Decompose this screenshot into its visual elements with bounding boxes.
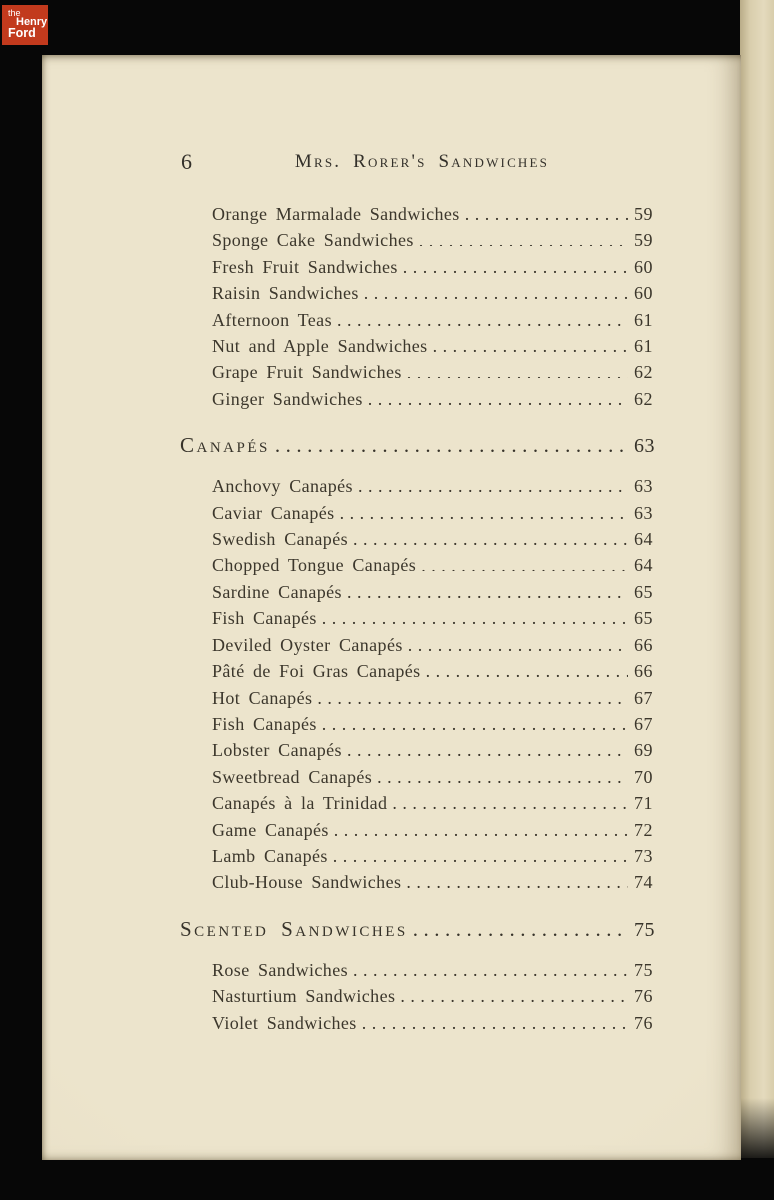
folio-page-number: 6 — [181, 149, 192, 174]
toc-title: Fresh Fruit Sandwiches — [212, 256, 398, 277]
toc-title: Nasturtium Sandwiches — [212, 986, 396, 1007]
dot-leader — [275, 430, 628, 452]
toc-entry — [180, 359, 664, 385]
dot-leader — [358, 473, 628, 492]
toc-page-number: 60 — [634, 256, 653, 277]
toc-title: Game Canapés — [212, 819, 329, 840]
toc-page-number: 65 — [634, 581, 653, 602]
dot-leader — [421, 553, 628, 572]
toc-entry — [180, 552, 664, 578]
toc-page-number: 63 — [634, 502, 653, 523]
toc-title: Pâté de Foi Gras Canapés — [212, 661, 421, 682]
toc-entry — [180, 632, 664, 658]
dot-leader — [333, 843, 628, 862]
toc-entry — [180, 711, 664, 737]
toc-title: Lamb Canapés — [212, 845, 328, 866]
toc-entry — [180, 764, 664, 790]
toc-title: Canapés — [180, 433, 270, 458]
toc-page-number: 67 — [634, 687, 653, 708]
toc-page-number: 76 — [634, 986, 653, 1007]
dot-leader — [377, 764, 628, 783]
toc-page-number: 69 — [634, 740, 653, 761]
toc-title: Chopped Tongue Canapés — [212, 555, 417, 576]
running-header: Mrs. Rorer's Sandwiches — [294, 151, 550, 172]
toc-entry — [180, 333, 664, 359]
toc-title: Orange Marmalade Sandwiches — [212, 204, 460, 224]
toc-entry — [180, 957, 664, 983]
toc-title: Raisin Sandwiches — [212, 283, 359, 304]
dot-leader — [334, 817, 628, 836]
toc-entry — [180, 254, 664, 280]
dot-leader — [340, 500, 628, 519]
toc-page-number: 59 — [634, 230, 653, 251]
toc-page-number: 62 — [634, 388, 653, 409]
toc-title: Deviled Oyster Canapés — [212, 634, 403, 655]
dot-leader — [322, 711, 628, 730]
dot-leader — [347, 737, 628, 756]
toc-entry — [180, 983, 664, 1009]
dot-leader — [433, 333, 628, 352]
dot-leader — [362, 1010, 628, 1029]
toc-title: Lobster Canapés — [212, 740, 342, 761]
dot-leader — [353, 526, 628, 545]
toc-entry — [180, 307, 664, 333]
logo-line-henry: Henry — [16, 16, 48, 28]
toc-page-number: 61 — [634, 336, 653, 357]
dot-leader — [406, 869, 628, 888]
dot-leader — [364, 280, 628, 299]
toc-title: Scented Sandwiches — [180, 916, 408, 941]
toc-entry — [180, 737, 664, 763]
toc-title: Sponge Cake Sandwiches — [212, 230, 414, 251]
toc-page-number: 66 — [634, 634, 653, 655]
toc-entry — [180, 386, 664, 412]
toc-title: Sweetbread Canapés — [212, 766, 373, 787]
toc-entry — [180, 473, 664, 499]
toc-page-number: 71 — [634, 793, 653, 814]
toc-entry — [180, 843, 664, 869]
toc-title: Nut and Apple Sandwiches — [212, 336, 428, 357]
dot-leader — [322, 605, 628, 624]
toc-title: Swedish Canapés — [212, 529, 348, 550]
toc-entry — [180, 790, 664, 816]
toc-entry — [180, 227, 664, 253]
toc-section-heading — [180, 914, 664, 945]
toc-title: Sardine Canapés — [212, 581, 342, 602]
henry-ford-logo — [2, 5, 48, 45]
dot-leader — [347, 579, 628, 598]
toc-page-number: 61 — [634, 309, 653, 330]
toc-entry — [180, 526, 664, 552]
toc-page-number: 62 — [634, 362, 653, 383]
dot-leader — [419, 228, 628, 247]
toc-title: Fish Canapés — [212, 608, 317, 629]
adjacent-page-edge — [740, 0, 774, 1158]
toc-page-number: 75 — [634, 918, 655, 941]
toc-title: Canapés à la Trinidad — [212, 793, 388, 814]
toc-page-number: 75 — [634, 959, 653, 980]
dot-leader — [426, 658, 628, 677]
toc-entry — [180, 869, 664, 895]
toc-entry — [180, 500, 664, 526]
toc-page-number: 67 — [634, 713, 653, 734]
dot-leader — [337, 307, 628, 326]
table-of-contents — [180, 201, 664, 1036]
toc-page-number: 76 — [634, 1012, 653, 1033]
toc-entry — [180, 817, 664, 843]
toc-title: Caviar Canapés — [212, 502, 335, 523]
logo-line-ford: Ford — [8, 26, 36, 40]
toc-entry — [180, 685, 664, 711]
toc-entry — [180, 1010, 664, 1036]
dot-leader — [407, 360, 628, 379]
toc-page-number: 74 — [634, 872, 653, 893]
logo-line-the: the — [8, 8, 21, 18]
toc-entry — [180, 658, 664, 684]
toc-title: Ginger Sandwiches — [212, 388, 363, 409]
toc-page-number: 65 — [634, 608, 653, 629]
toc-entry — [180, 579, 664, 605]
toc-page-number: 63 — [634, 476, 653, 497]
dot-leader — [353, 957, 628, 976]
toc-entry — [180, 280, 664, 306]
dot-leader — [317, 685, 628, 704]
page-content — [180, 149, 664, 1036]
toc-title: Anchovy Canapés — [212, 476, 353, 497]
toc-title: Hot Canapés — [212, 687, 313, 708]
dot-leader — [413, 914, 628, 936]
page-header — [180, 149, 664, 175]
toc-entry — [180, 605, 664, 631]
toc-page-number: 64 — [634, 529, 653, 550]
dot-leader — [400, 983, 628, 1002]
toc-page-number: 72 — [634, 819, 653, 840]
toc-title: Violet Sandwiches — [212, 1012, 357, 1033]
toc-title: Grape Fruit Sandwiches — [212, 362, 402, 383]
dot-leader — [392, 790, 628, 809]
toc-page-number: 64 — [634, 555, 653, 576]
dot-leader — [465, 201, 628, 220]
toc-entry — [180, 201, 664, 227]
toc-page-number: 59 — [634, 204, 653, 224]
toc-page-number: 60 — [634, 283, 653, 304]
dot-leader — [408, 632, 628, 651]
toc-page-number: 66 — [634, 661, 653, 682]
dot-leader — [403, 254, 628, 273]
toc-page-number: 73 — [634, 845, 653, 866]
dot-leader — [368, 386, 628, 405]
toc-page-number: 63 — [634, 435, 655, 458]
toc-title: Fish Canapés — [212, 713, 317, 734]
toc-page-number: 70 — [634, 766, 653, 787]
toc-title: Rose Sandwiches — [212, 959, 348, 980]
book-page — [42, 55, 741, 1160]
toc-section-heading — [180, 430, 664, 461]
toc-title: Club-House Sandwiches — [212, 872, 402, 893]
toc-title: Afternoon Teas — [212, 309, 332, 330]
